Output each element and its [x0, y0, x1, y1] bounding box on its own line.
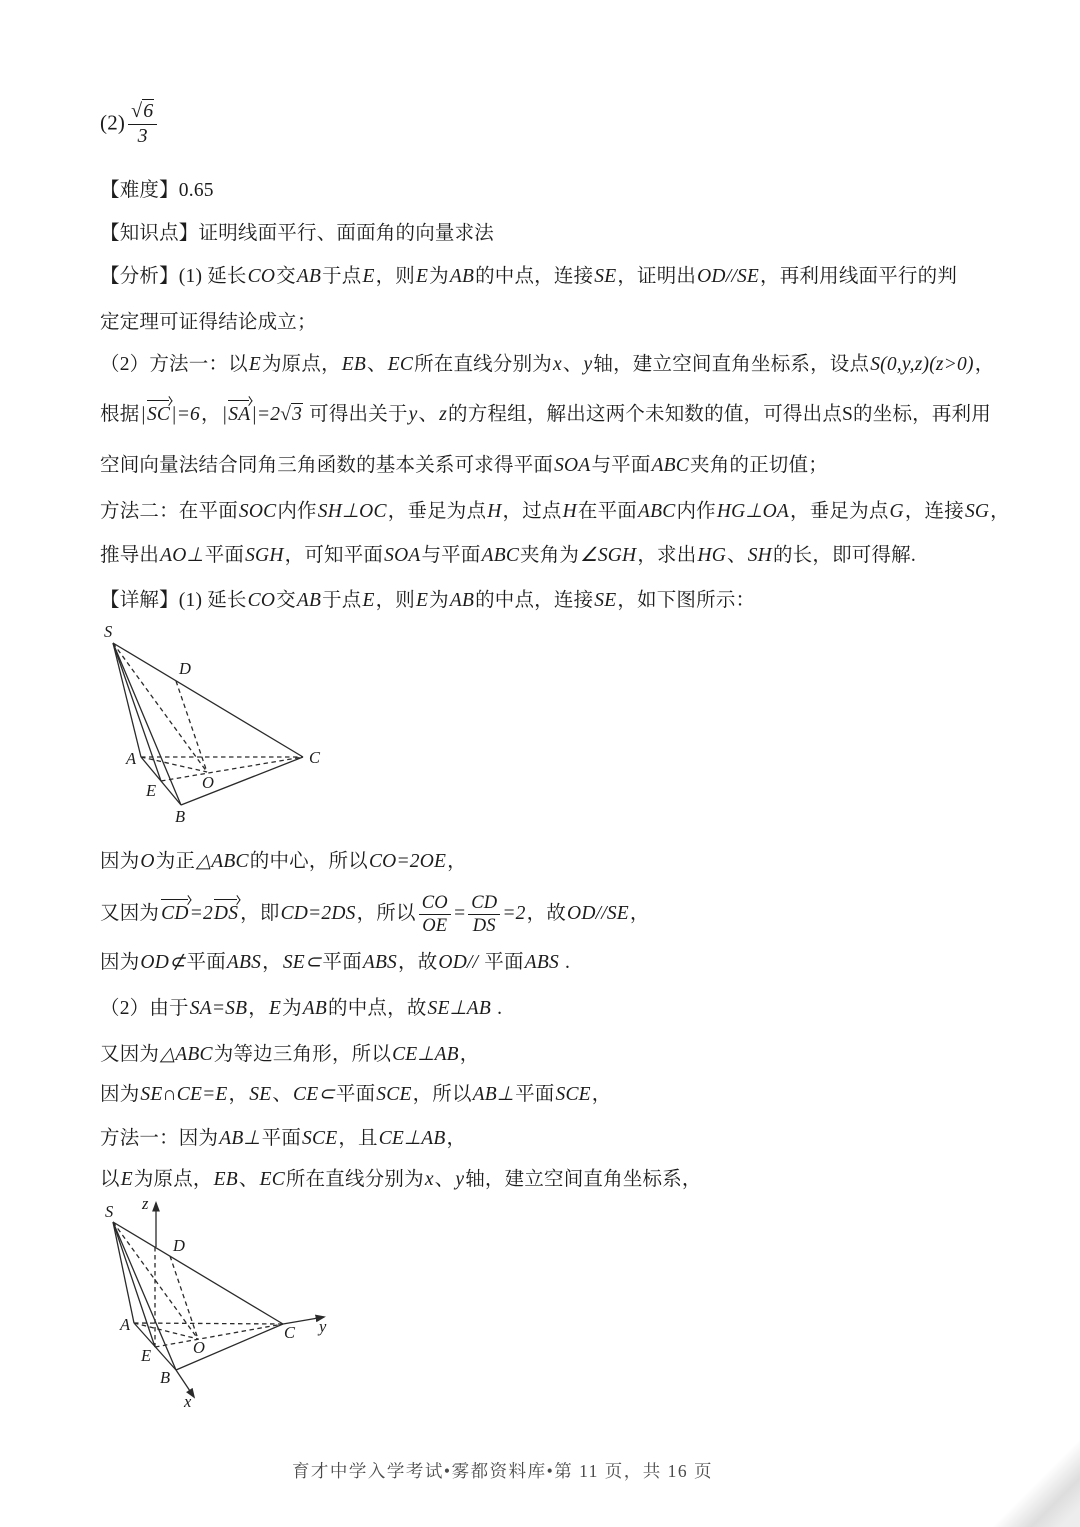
line-do-dashed: [170, 1256, 198, 1339]
vertex-label-a: A: [120, 1315, 131, 1334]
difficulty-line: 【难度】0.65: [100, 180, 214, 201]
detail-line-6: 又因为△ABC为等边三角形，所以CE⊥AB，: [100, 1044, 480, 1065]
answer-part2-formula: (2) $\frac{√6}{3}$: [100, 100, 160, 149]
detail-line-5: （2）由于SA=SB，E为AB的中点，故SE⊥AB .: [100, 998, 503, 1019]
analysis-line-1: 【分析】(1) 延长CO交AB于点E，则E为AB的中点，连接SE，证明出OD//SE，再利用线面平行的判: [100, 266, 958, 287]
page-footer: 育才中学入学考试•雾都资料库•第 11 页，共 16 页: [291, 1461, 714, 1481]
vertex-label-d: D: [179, 659, 191, 678]
median-ce-dashed: [161, 757, 303, 781]
edge-se: [113, 643, 161, 781]
line-do-dashed: [176, 681, 207, 772]
detail-line-4: 因为OD⊄平面ABS，SE⊂平面ABS，故OD// 平面ABS .: [100, 952, 571, 973]
detail-line-3: 又因为 CD=2DS ，即CD=2DS，所以 $\frac{CO}{OE}$ = $\frac{CD}{DS}$ =2，故OD//SE，: [100, 892, 650, 937]
vertex-label-e: E: [141, 1346, 152, 1365]
vertex-label-s: S: [105, 1202, 114, 1221]
edge-sc: [113, 643, 303, 757]
figure-tetrahedron-axes: [100, 1190, 358, 1425]
analysis-line-4: 根据|SC|=6，|SA|=2√3 可得出关于y、z的方程组，解出这两个未知数的值，可得出点S的坐标，再利用: [100, 404, 991, 425]
vertex-label-c: C: [284, 1323, 296, 1342]
detail-line-7: 因为SE∩CE=E，SE、CE⊂平面SCE，所以AB⊥平面SCE，: [100, 1084, 612, 1105]
vertex-label-o: O: [202, 773, 214, 792]
axis-label-z: z: [142, 1194, 149, 1213]
median-ce-dashed: [155, 1324, 283, 1347]
page-corner-artifact: [988, 1427, 1080, 1527]
vertex-label-o: O: [193, 1338, 205, 1357]
vertex-label-a: A: [126, 749, 137, 768]
knowledge-line: 【知识点】证明线面平行、面面角的向量求法: [100, 223, 495, 244]
vertex-label-s: S: [104, 622, 113, 641]
axis-label-y: y: [319, 1317, 327, 1336]
vertex-label-c: C: [309, 748, 321, 767]
detail-line-2: 因为O为正△ABC的中心，所以CO=2OE，: [100, 851, 467, 872]
analysis-line-3: （2）方法一：以E为原点，EB、EC所在直线分别为x、y轴，建立空间直角坐标系，设点S(0,y,z)(z>0)，: [100, 354, 995, 375]
vertex-label-b: B: [175, 807, 186, 826]
vertex-label-d: D: [173, 1236, 185, 1255]
analysis-line-5: 空间向量法结合同角三角函数的基本关系可求得平面SOA与平面ABC夹角的正切值；: [100, 455, 828, 476]
analysis-line-6: 方法二：在平面SOC内作SH⊥OC，垂足为点H，过点H在平面ABC内作HG⊥OA，垂足为点G，连接SG，: [100, 501, 1010, 522]
vertex-label-b: B: [160, 1368, 171, 1387]
vertex-label-e: E: [146, 781, 157, 800]
detail-line-9: 以E为原点，EB、EC所在直线分别为x、y轴，建立空间直角坐标系，: [100, 1169, 702, 1190]
edge-sc: [113, 1222, 283, 1324]
detail-line-8: 方法一：因为AB⊥平面SCE，且CE⊥AB，: [100, 1128, 467, 1149]
axis-label-x: x: [184, 1392, 192, 1411]
analysis-line-2: 定定理可证得结论成立；: [100, 312, 317, 333]
figure-tetrahedron-1: [100, 622, 350, 834]
detail-line-1: 【详解】(1) 延长CO交AB于点E，则E为AB的中点，连接SE，如下图所示：: [100, 590, 756, 611]
analysis-line-7: 推导出AO⊥平面SGH，可知平面SOA与平面ABC夹角为∠SGH，求出HG、SH的长，即可得解.: [100, 545, 916, 566]
line-ao-dashed: [134, 1323, 198, 1339]
scan-artifact-blob: [742, 1455, 776, 1489]
edge-bc: [181, 757, 303, 805]
